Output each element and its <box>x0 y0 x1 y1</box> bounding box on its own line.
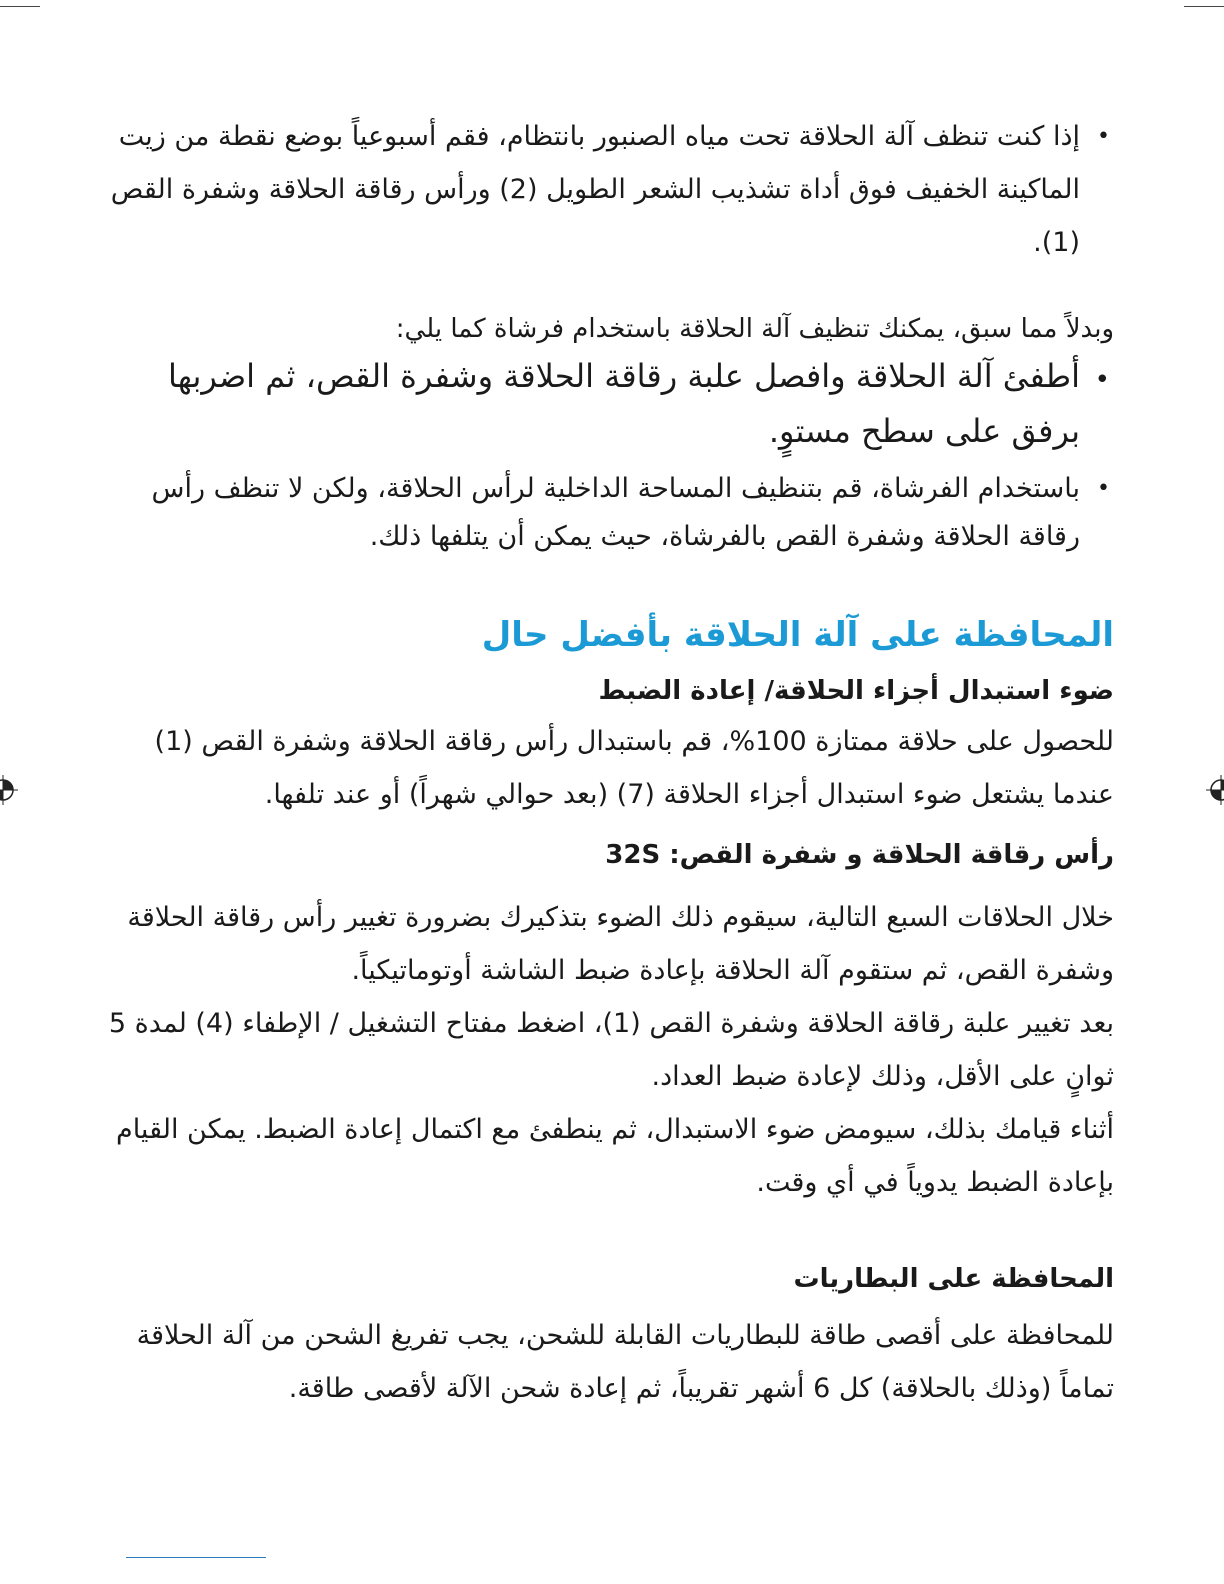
brush-intro: وبدلاً مما سبق، يمكنك تنظيف آلة الحلاقة باستخدام فرشاة كما يلي: <box>395 314 1114 344</box>
reset-counter-paragraph: بعد تغيير علبة رقاقة الحلاقة وشفرة القص (1)، اضغط مفتاح التشغيل / الإطفاء (4) لمدة 5 ثوانٍ على الأقل، وذلك لإعادة ضبط العداد. <box>108 1008 1114 1092</box>
seven-shaves-paragraph: خلال الحلاقات السبع التالية، سيقوم ذلك الضوء بتذكيرك بضرورة تغيير رأس رقاقة الحلاقة وشفرة القص، ثم ستقوم آلة الحلاقة بإعادة ضبط الشاشة أوتوماتيكياً. <box>127 902 1114 986</box>
page-content <box>100 110 1114 1415</box>
replacement-paragraph: للحصول على حلاقة ممتازة 100%، قم باستبدال رأس رقاقة الحلاقة وشفرة القص (1) عندما يشتعل ضوء استبدال أجزاء الحلاقة (7) (بعد حوالي شهراً) أو عند تلفها. <box>154 726 1114 810</box>
oil-instructions-list <box>100 110 1114 269</box>
section-title-maintenance: المحافظة على آلة الحلاقة بأفضل حال <box>481 615 1114 655</box>
subheading-battery-care: المحافظة على البطاريات <box>793 1264 1114 1294</box>
crop-mark-top-right <box>1184 6 1224 7</box>
reset-blink-paragraph: أثناء قيامك بذلك، سيومض ضوء الاستبدال، ثم ينطفئ مع اكتمال إعادة الضبط. يمكن القيام بإعادة الضبط يدوياً في أي وقت. <box>115 1114 1114 1198</box>
list-item-brush-step-1: • أطفئ آلة الحلاقة وافصل علبة رقاقة الحلاقة وشفرة القص، ثم اضربها برفق على سطح مستوٍ. <box>100 349 1114 459</box>
battery-paragraph: للمحافظة على أقصى طاقة للبطاريات القابلة للشحن، يجب تفريغ الشحن من آلة الحلاقة تماماً (وذلك بالحلاقة) كل 6 أشهر تقريباً، ثم إعادة شحن الآلة لأقصى طاقة. <box>136 1320 1114 1404</box>
brush-steps-list <box>100 349 1114 561</box>
list-item-brush-step-2: • باستخدام الفرشاة، قم بتنظيف المساحة الداخلية لرأس الحلاقة، ولكن لا تنظف رأس رقاقة الحلاقة وشفرة القص بالفرشاة، حيث يمكن أن يتلفها ذلك. <box>100 465 1114 561</box>
registration-mark-right-icon <box>1206 775 1224 805</box>
crop-mark-top-left <box>0 6 40 7</box>
registration-mark-left-icon <box>0 775 18 805</box>
subheading-replacement-light: ضوء استبدال أجزاء الحلاقة/ إعادة الضبط <box>598 676 1114 706</box>
subheading-foil-head: رأس رقاقة الحلاقة و شفرة القص: 32S <box>605 840 1114 870</box>
footer-rule <box>126 1557 266 1558</box>
list-item-oil: • إذا كنت تنظف آلة الحلاقة تحت مياه الصنبور بانتظام، فقم أسبوعياً بوضع نقطة من زيت الماكينة الخفيف فوق أداة تشذيب الشعر الطويل (2) ورأس رقاقة الحلاقة وشفرة القص (1). <box>100 110 1114 269</box>
